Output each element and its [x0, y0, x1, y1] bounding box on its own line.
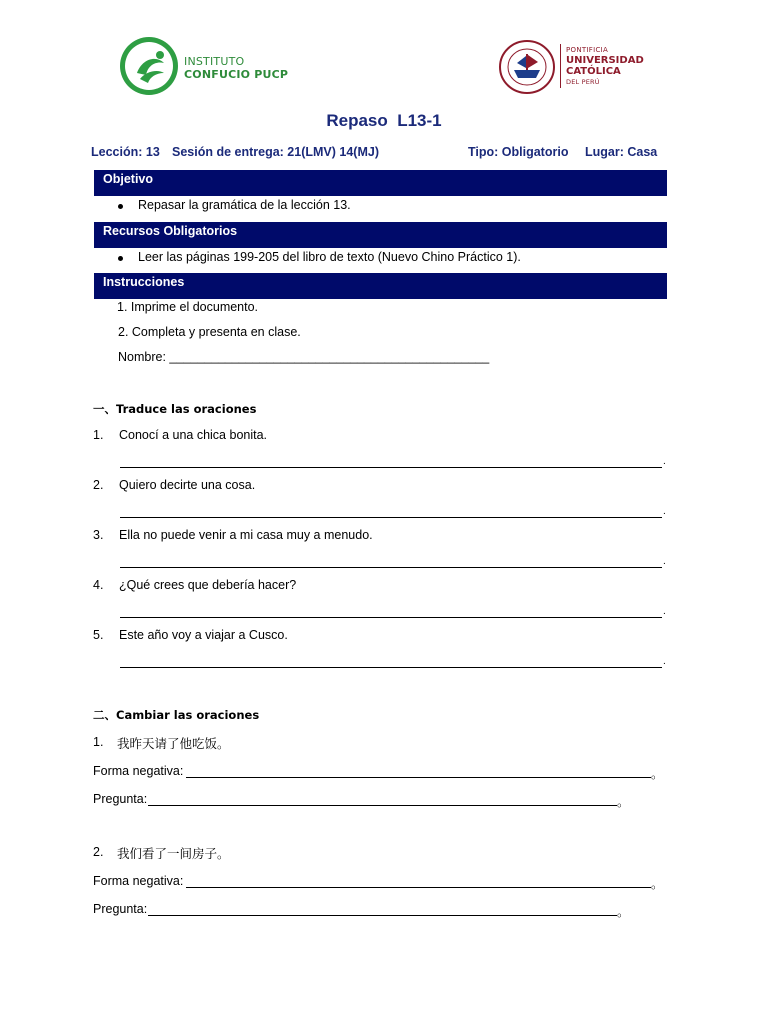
- chinese-sentence: 我们看了一间房子。: [117, 846, 230, 861]
- answer-line[interactable]: [120, 567, 662, 568]
- confucio-logo-line1: INSTITUTO: [184, 55, 245, 68]
- page-title: Repaso L13-1: [326, 111, 442, 130]
- chinese-sentence: 我昨天请了他吃饭。: [117, 736, 230, 751]
- pucp-logo-line4: DEL PERÚ: [566, 78, 600, 86]
- line-end: 。: [617, 794, 630, 809]
- line-end: .: [663, 556, 666, 567]
- nombre-field[interactable]: [118, 350, 489, 364]
- line-end: .: [663, 656, 666, 667]
- line-end: 。: [617, 904, 630, 919]
- answer-line[interactable]: [120, 467, 662, 468]
- item-text: Este año voy a viajar a Cusco.: [119, 628, 288, 642]
- lugar-label: Lugar: Casa: [585, 145, 658, 159]
- answer-line[interactable]: [120, 517, 662, 518]
- pucp-logo-line2: UNIVERSIDAD: [566, 55, 644, 66]
- nombre-label: Nombre:: [118, 350, 170, 364]
- instruccion-step: 1. Imprime el documento.: [117, 300, 259, 314]
- pregunta-label: Pregunta:: [93, 902, 148, 916]
- forma-negativa-label: Forma negativa:: [93, 764, 184, 778]
- instrucciones-header-label: Instrucciones: [103, 275, 185, 289]
- pregunta-label: Pregunta:: [93, 792, 148, 806]
- answer-line[interactable]: [148, 915, 617, 916]
- line-end: .: [663, 506, 666, 517]
- item-text: Quiero decirte una cosa.: [119, 478, 256, 492]
- section2-title: 二、Cambiar las oraciones: [93, 708, 260, 722]
- bullet-icon: [118, 204, 123, 209]
- instruccion-step: 2. Completa y presenta en clase.: [118, 325, 301, 339]
- answer-line[interactable]: [120, 667, 662, 668]
- item-text: Conocí a una chica bonita.: [119, 428, 268, 442]
- bullet-icon: [118, 256, 123, 261]
- line-end: 。: [651, 766, 664, 781]
- recursos-header: [94, 222, 667, 248]
- instrucciones-header: [94, 273, 667, 299]
- item-number: 5.: [93, 628, 104, 642]
- recursos-item-text: Leer las páginas 199-205 del libro de texto (Nuevo Chino Práctico 1).: [138, 250, 521, 264]
- objetivo-header: [94, 170, 667, 196]
- objetivo-item-text: Repasar la gramática de la lección 13.: [138, 198, 351, 212]
- forma-negativa-label: Forma negativa:: [93, 874, 184, 888]
- sesion-label: Sesión de entrega: 21(LMV) 14(MJ): [172, 145, 379, 159]
- line-end: 。: [651, 876, 664, 891]
- leccion-label: Lección: 13: [91, 145, 160, 159]
- pucp-logo-line1: PONTIFICIA: [566, 46, 609, 54]
- confucio-emblem-icon: [120, 37, 178, 95]
- nombre-line: ______________________________________________: [169, 350, 490, 364]
- pucp-logo-line3: CATÓLICA: [566, 66, 621, 77]
- confucio-logo: [120, 37, 310, 97]
- confucio-logo-line2: CONFUCIO PUCP: [184, 68, 289, 81]
- item-number: 1.: [93, 735, 104, 749]
- item-number: 1.: [93, 428, 104, 442]
- item-number: 3.: [93, 528, 104, 542]
- line-end: .: [663, 456, 666, 467]
- answer-line[interactable]: [186, 887, 651, 888]
- pucp-logo: [498, 40, 658, 96]
- item-number: 4.: [93, 578, 104, 592]
- item-number: 2.: [93, 478, 104, 492]
- section1-title: 一、Traduce las oraciones: [93, 402, 257, 416]
- pucp-seal-icon: [498, 40, 556, 94]
- item-number: 2.: [93, 845, 104, 859]
- pucp-divider: [560, 44, 561, 88]
- answer-line[interactable]: [186, 777, 651, 778]
- item-text: Ella no puede venir a mi casa muy a menudo.: [119, 528, 373, 542]
- recursos-header-label: Recursos Obligatorios: [103, 224, 238, 238]
- objetivo-header-label: Objetivo: [103, 172, 154, 186]
- answer-line[interactable]: [148, 805, 617, 806]
- item-text: ¿Qué crees que debería hacer?: [119, 578, 297, 592]
- line-end: .: [663, 606, 666, 617]
- tipo-label: Tipo: Obligatorio: [468, 145, 569, 159]
- answer-line[interactable]: [120, 617, 662, 618]
